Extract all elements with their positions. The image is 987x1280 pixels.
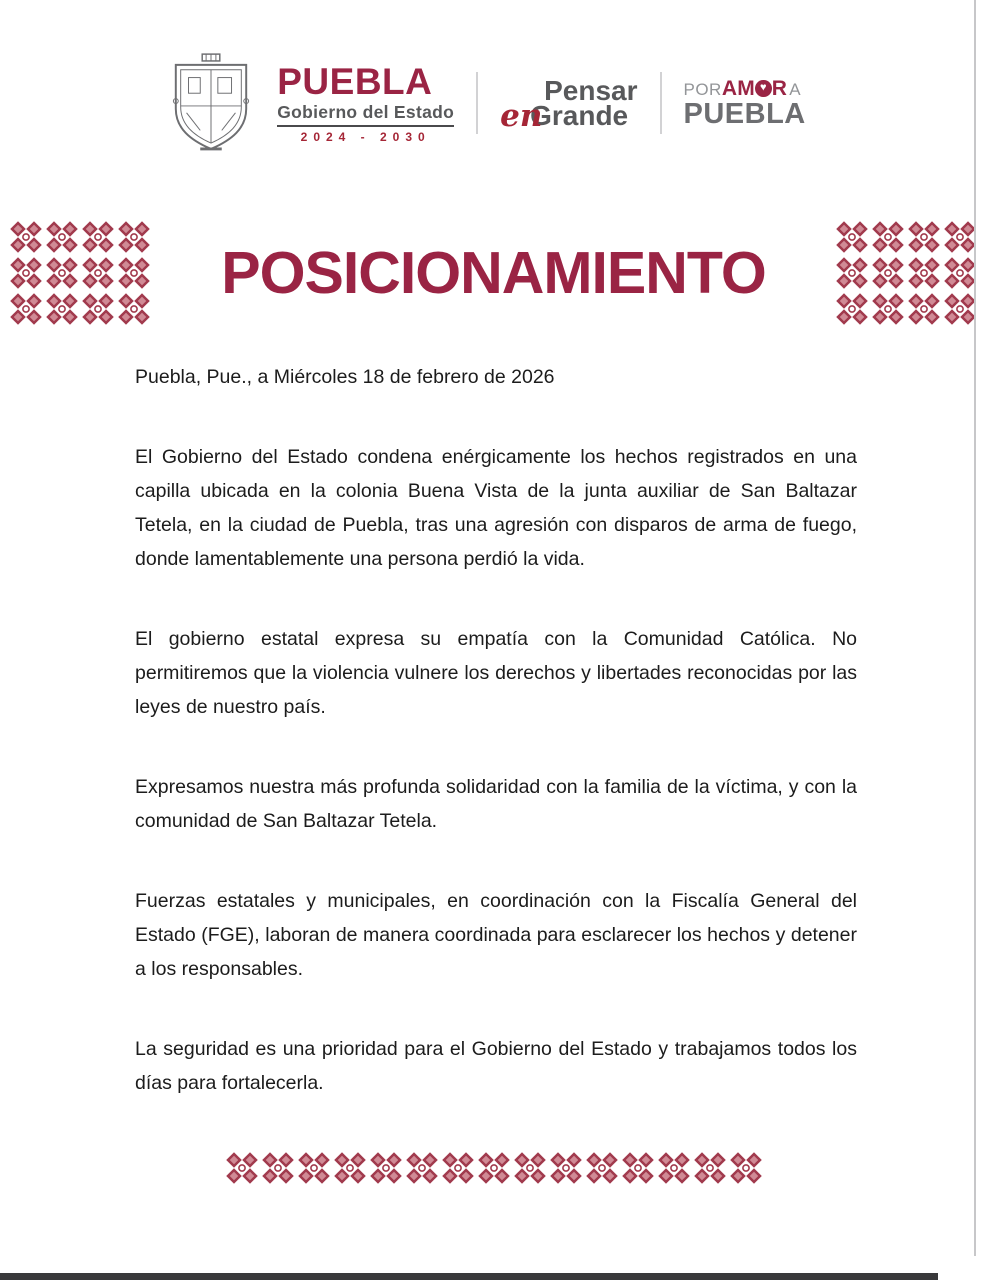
a-word: A (789, 79, 801, 99)
por-word: POR (683, 79, 722, 99)
statement-body (135, 360, 857, 1146)
paragraph-2: El gobierno estatal expresa su empatía con la Comunidad Católica. No permitiremos que la violencia vulnere los derechos y libertades reconocidas por las leyes de nuestro país. (135, 628, 857, 718)
scan-edge-right (974, 0, 976, 1256)
talavera-ornament-right (834, 219, 979, 327)
talavera-ornament-bottom (224, 1150, 764, 1186)
logo-divider (660, 72, 662, 134)
header-logos (0, 52, 973, 154)
paragraph-1: El Gobierno del Estado condena enérgicamente los hechos registrados en una capilla ubicada en la colonia Buena Vista de la junta auxiliar de San Baltazar Tetela, en la ciudad de Puebla, tras una agresión con disparos de arma de fuego, donde lamentablemente una persona perdió la vida. (135, 446, 857, 570)
scan-edge-bottom (0, 1273, 938, 1280)
paragraph-5: La seguridad es una prioridad para el Gobierno del Estado y trabajamos todos los días para fortalecerla. (135, 1038, 857, 1094)
amor-word-am: AM (721, 76, 756, 100)
puebla-years: 2024 - 2030 (277, 125, 454, 143)
amor-word-o (755, 80, 772, 97)
grande-word: Grande (530, 99, 629, 131)
page-title: POSICIONAMIENTO (221, 240, 766, 306)
heart-icon: ♥ (760, 81, 767, 94)
pensar-word: Pensar (544, 74, 638, 106)
puebla-wordmark: PUEBLA (277, 60, 433, 102)
paragraph-3: Expresamos nuestra más profunda solidaridad con la familia de la víctima, y con la comunidad de San Baltazar Tetela. (135, 776, 857, 832)
puebla-word: PUEBLA (683, 97, 806, 130)
paragraph-4: Fuerzas estatales y municipales, en coordinación con la Fiscalía General del Estado (FGE), laboran de manera coordinada para esclarecer los hechos y detener a los responsables. (135, 890, 857, 980)
en-script-word: en (500, 97, 543, 134)
amor-word-r: R (771, 76, 788, 100)
talavera-ornament-left (8, 219, 153, 327)
puebla-coat-of-arms-icon (167, 52, 255, 154)
puebla-subtitle: Gobierno del Estado (277, 101, 455, 122)
title-band (0, 212, 987, 334)
dateline: Puebla, Pue., a Miércoles 18 de febrero de 2026 (135, 366, 555, 388)
pensar-en-grande-logo (500, 74, 638, 134)
puebla-logo (277, 60, 455, 145)
por-amor-a-puebla-logo (684, 78, 806, 129)
logo-divider (476, 72, 478, 134)
